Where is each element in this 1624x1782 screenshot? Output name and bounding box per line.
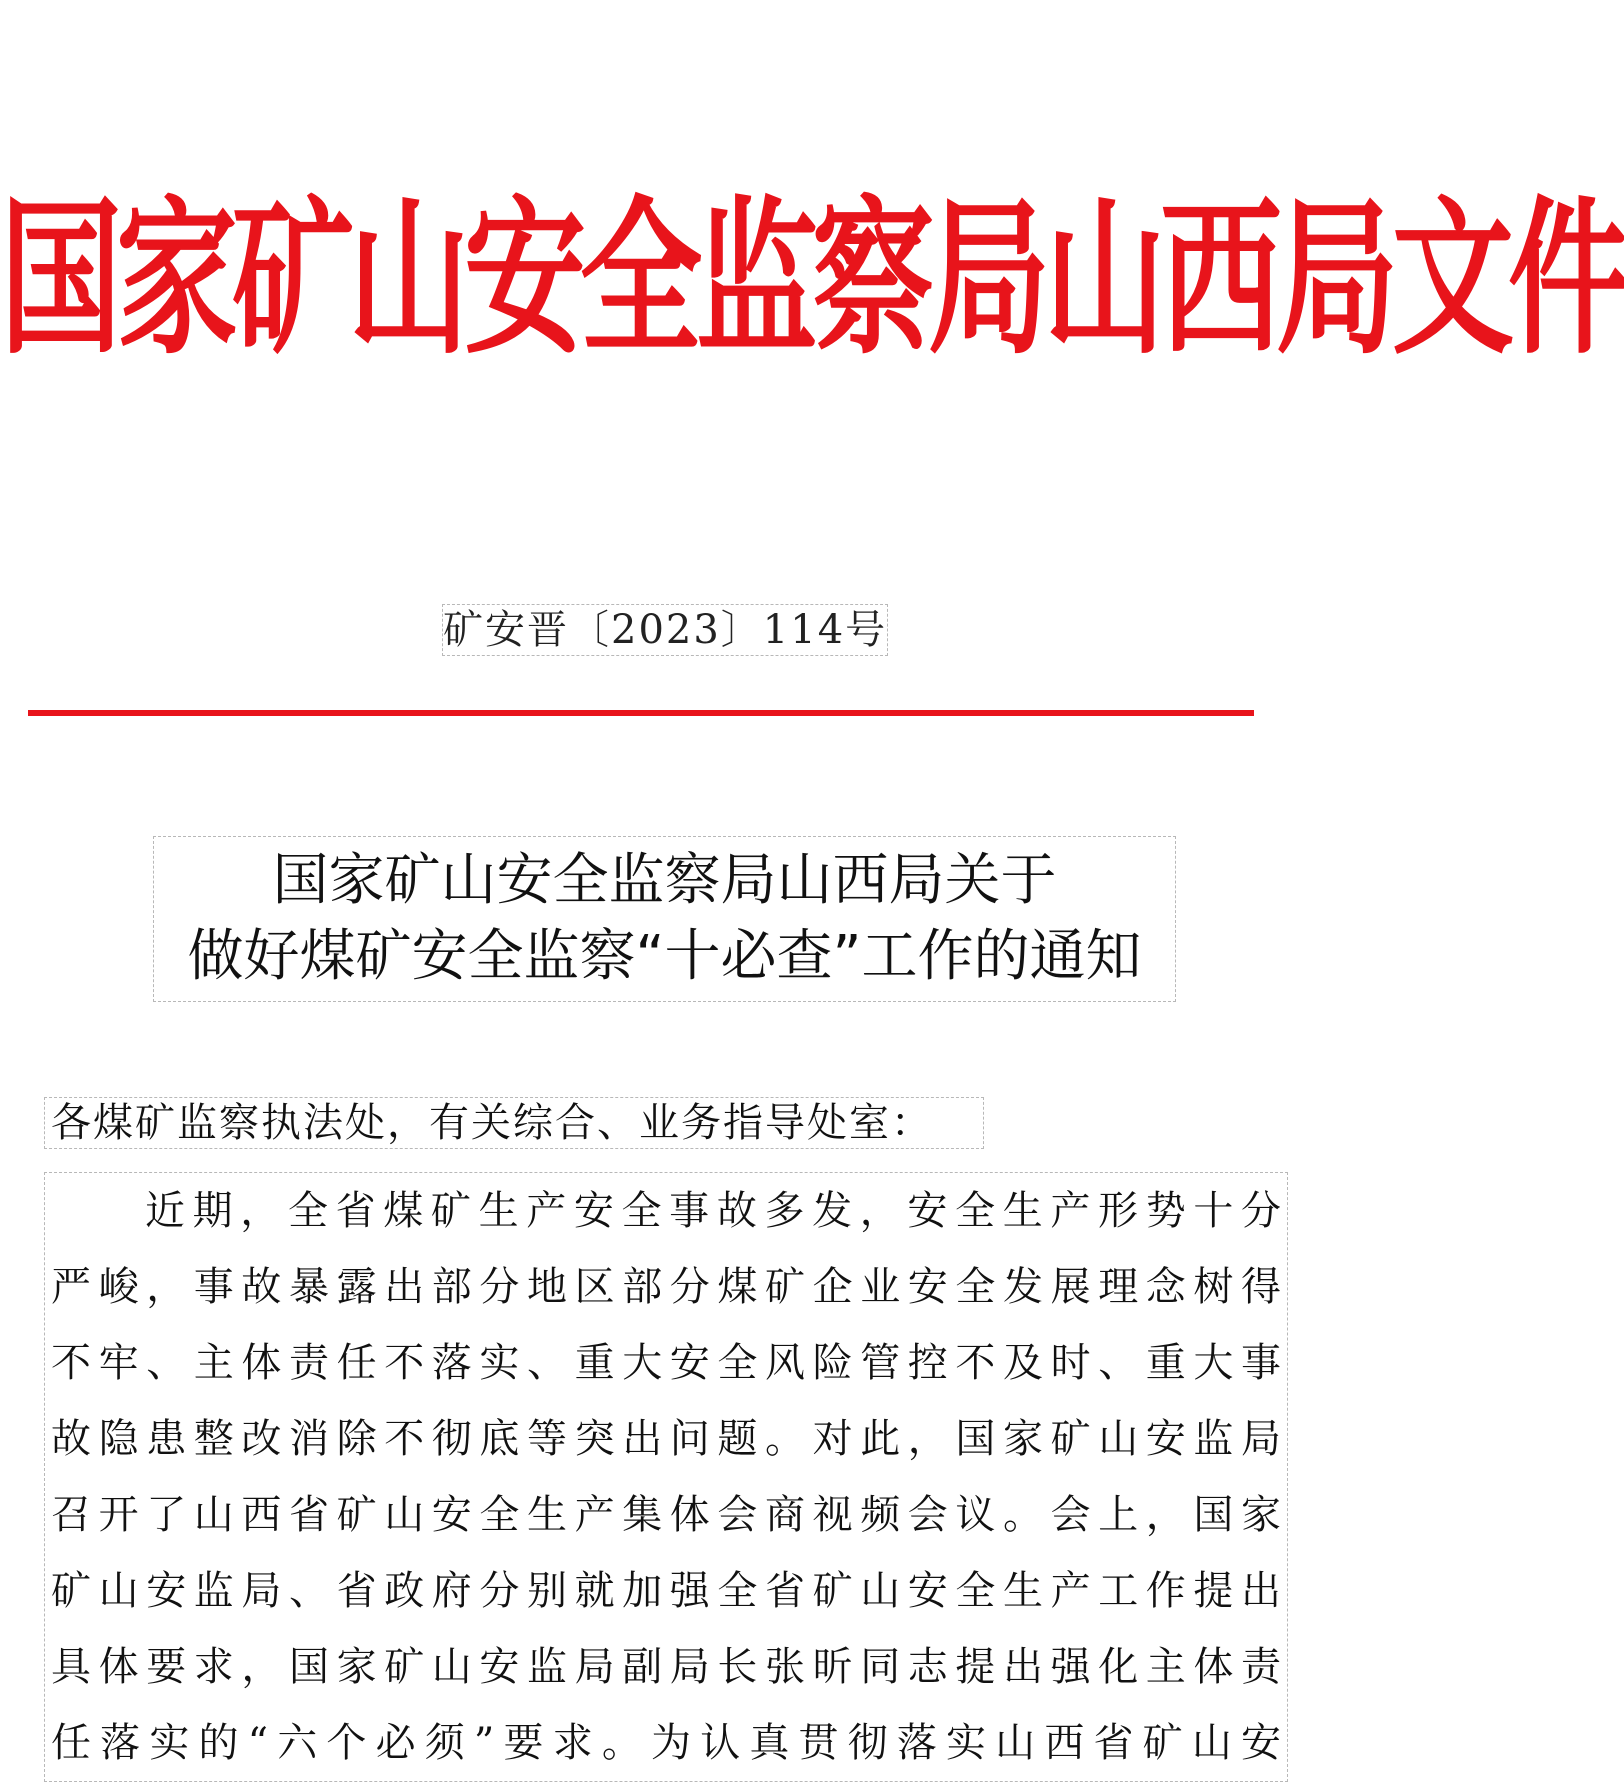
notice-title-line-1: 国家矿山安全监察局山西局关于: [272, 848, 1057, 913]
masthead-text: 国家矿山安全监察局山西局文件: [0, 181, 1624, 378]
red-divider-line: [28, 710, 1254, 716]
body-line-4: 故隐患整改消除不彻底等突出问题。对此，国家矿山安监局: [51, 1416, 1281, 1462]
salutation: 各煤矿监察执法处，有关综合、业务指导处室：: [44, 1097, 984, 1149]
body-line-3: 不牢、主体责任不落实、重大安全风险管控不及时、重大事: [51, 1340, 1281, 1386]
notice-title: [153, 836, 1176, 1002]
document-number: 矿安晋〔2023〕114号: [442, 604, 888, 656]
body-line-6: 矿山安监局、省政府分别就加强全省矿山安全生产工作提出: [51, 1568, 1281, 1614]
masthead-title: [0, 181, 1624, 378]
body-line-5: 召开了山西省矿山安全生产集体会商视频会议。会上，国家: [51, 1492, 1281, 1538]
body-line-8: 任落实的“六个必须”要求。为认真贯彻落实山西省矿山安: [51, 1720, 1281, 1766]
notice-title-line-2: 做好煤矿安全监察“十必查”工作的通知: [187, 924, 1142, 989]
body-text: [44, 1172, 1288, 1782]
body-line-7: 具体要求，国家矿山安监局副局长张昕同志提出强化主体责: [51, 1644, 1281, 1690]
body-line-1: 近期，全省煤矿生产安全事故多发，安全生产形势十分: [145, 1188, 1281, 1234]
body-line-2: 严峻，事故暴露出部分地区部分煤矿企业安全发展理念树得: [51, 1264, 1281, 1310]
